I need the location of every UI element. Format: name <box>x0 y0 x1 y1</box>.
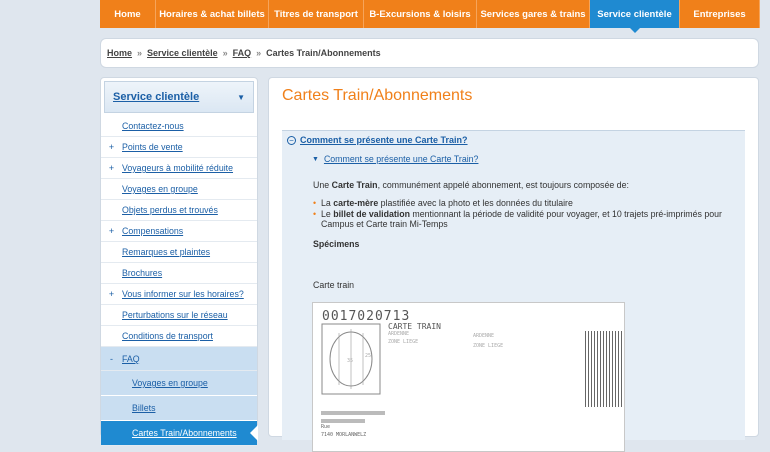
breadcrumb-home[interactable]: Home <box>107 48 133 58</box>
sidebar-header[interactable] <box>104 81 254 113</box>
breadcrumb-separator: » <box>256 48 262 58</box>
nav-tab-entreprises[interactable]: Entreprises <box>680 0 760 28</box>
expand-icon: + <box>108 226 115 236</box>
card-zone-line: ARDENNE <box>388 331 410 337</box>
carte-train-specimen-image <box>312 302 625 452</box>
card-address-line: 7140 MORLANWELZ <box>321 432 367 438</box>
list-item <box>313 209 745 230</box>
sidebar-item-label: Brochures <box>122 268 163 278</box>
expand-icon: + <box>108 142 115 152</box>
breadcrumb-separator: » <box>137 48 143 58</box>
sidebar-item-label: Compensations <box>122 226 184 236</box>
text: Une <box>313 180 332 190</box>
sidebar-item-label: Perturbations sur le réseau <box>122 310 228 320</box>
sidebar-title: Service clientèle <box>113 91 200 103</box>
card-zone-line: ZONE LIEGE <box>388 339 419 345</box>
sidebar-subitem-voyages-groupe[interactable] <box>101 371 257 396</box>
sidebar-item-label: FAQ <box>122 353 140 364</box>
text: Le <box>321 208 334 219</box>
specimens-heading: Spécimens <box>313 238 360 249</box>
sidebar-item-label: Points de vente <box>122 142 183 152</box>
sidebar-subitem-label: Voyages en groupe <box>132 378 208 388</box>
sidebar-subitem-billets[interactable] <box>101 396 257 421</box>
sidebar-item-label: Remarques et plaintes <box>122 247 211 257</box>
dimension-label: 35 <box>347 358 354 364</box>
sidebar-item-label: Voyages en groupe <box>122 184 198 194</box>
collapse-icon: - <box>110 353 113 364</box>
breadcrumb-faq[interactable]: FAQ <box>232 48 252 58</box>
text: mentionnant la période de validité pour voyager, et 10 trajets pré-imprimés pour Campus et Carte train Mi-Temps <box>321 208 722 229</box>
answer-list <box>313 198 745 230</box>
nav-tab-home[interactable]: Home <box>100 0 156 28</box>
faq-answer <box>313 180 745 290</box>
card-caption: Carte train <box>313 279 355 290</box>
sidebar-item-faq[interactable] <box>101 347 257 371</box>
card-title: CARTE TRAIN <box>388 322 441 331</box>
sidebar-item-remarques[interactable] <box>101 242 257 263</box>
sidebar-item-mobilite-reduite[interactable] <box>101 158 257 179</box>
sidebar-item-label: Contactez-nous <box>122 121 184 131</box>
redacted-name <box>321 419 365 423</box>
card-address-line: Rue <box>321 424 331 430</box>
breadcrumb-service-clientele[interactable]: Service clientèle <box>147 48 218 58</box>
triangle-down-icon: ▼ <box>312 155 319 163</box>
text-bold: billet de validation <box>333 208 410 219</box>
nav-tab-horaires[interactable]: Horaires & achat billets <box>156 0 269 28</box>
sidebar <box>100 77 258 437</box>
sidebar-item-compensations[interactable] <box>101 221 257 242</box>
nav-tab-services-gares[interactable]: Services gares & trains <box>477 0 590 28</box>
expand-icon: + <box>108 289 115 299</box>
sidebar-subitem-label: Billets <box>132 403 156 413</box>
dimension-label: 25 <box>365 353 372 359</box>
sidebar-item-voyages-groupe[interactable] <box>101 179 257 200</box>
collapse-circle-icon: − <box>287 136 296 145</box>
nav-tab-service-clientele[interactable]: Service clientèle <box>590 0 680 28</box>
sidebar-subitem-label: Cartes Train/Abonnements <box>132 428 237 438</box>
sidebar-item-objets-perdus[interactable] <box>101 200 257 221</box>
sidebar-item-horaires[interactable] <box>101 284 257 305</box>
faq-subquestion-label: Comment se présente une Carte Train? <box>323 154 479 164</box>
faq-panel <box>282 130 745 440</box>
text: La <box>321 198 334 208</box>
nav-tab-titres[interactable]: Titres de transport <box>269 0 364 28</box>
expand-icon: + <box>108 163 115 173</box>
sidebar-item-contactez-nous[interactable] <box>101 116 257 137</box>
nav-tab-excursions[interactable]: B-Excursions & loisirs <box>364 0 477 28</box>
sidebar-item-label: Conditions de transport <box>122 331 213 341</box>
breadcrumb-separator: » <box>222 48 228 58</box>
faq-question[interactable] <box>287 135 745 145</box>
text-bold: Carte Train <box>331 180 378 190</box>
text: , communément appelé abonnement, est toujours composée de: <box>377 180 629 190</box>
sidebar-item-label: Voyageurs à mobilité réduite <box>122 163 234 173</box>
main-navigation <box>100 0 760 28</box>
answer-intro <box>313 180 745 190</box>
list-item <box>313 198 745 209</box>
faq-subquestion[interactable] <box>312 154 745 164</box>
barcode-icon <box>585 331 623 407</box>
card-number: 0017020713 <box>322 309 411 324</box>
sidebar-item-label: Objets perdus et trouvés <box>122 205 218 215</box>
sidebar-item-label: Vous informer sur les horaires? <box>122 289 244 299</box>
sidebar-item-points-de-vente[interactable] <box>101 137 257 158</box>
sidebar-item-brochures[interactable] <box>101 263 257 284</box>
text: plastifiée avec la photo et les données du titulaire <box>378 198 573 208</box>
sidebar-item-perturbations[interactable] <box>101 305 257 326</box>
card-zone-line: ARDENNE <box>473 333 495 339</box>
main-content <box>268 77 759 437</box>
sidebar-item-conditions[interactable] <box>101 326 257 347</box>
chevron-down-icon: ▼ <box>237 92 245 102</box>
faq-question-label: Comment se présente une Carte Train? <box>300 135 468 145</box>
breadcrumb <box>100 38 759 68</box>
page-title: Cartes Train/Abonnements <box>282 87 473 104</box>
redacted-name <box>321 411 385 415</box>
breadcrumb-current: Cartes Train/Abonnements <box>266 48 381 58</box>
card-zone-line: ZONE LIEGE <box>473 343 504 349</box>
text-bold: carte-mère <box>333 198 379 208</box>
sidebar-subitem-cartes-train[interactable] <box>101 421 257 446</box>
